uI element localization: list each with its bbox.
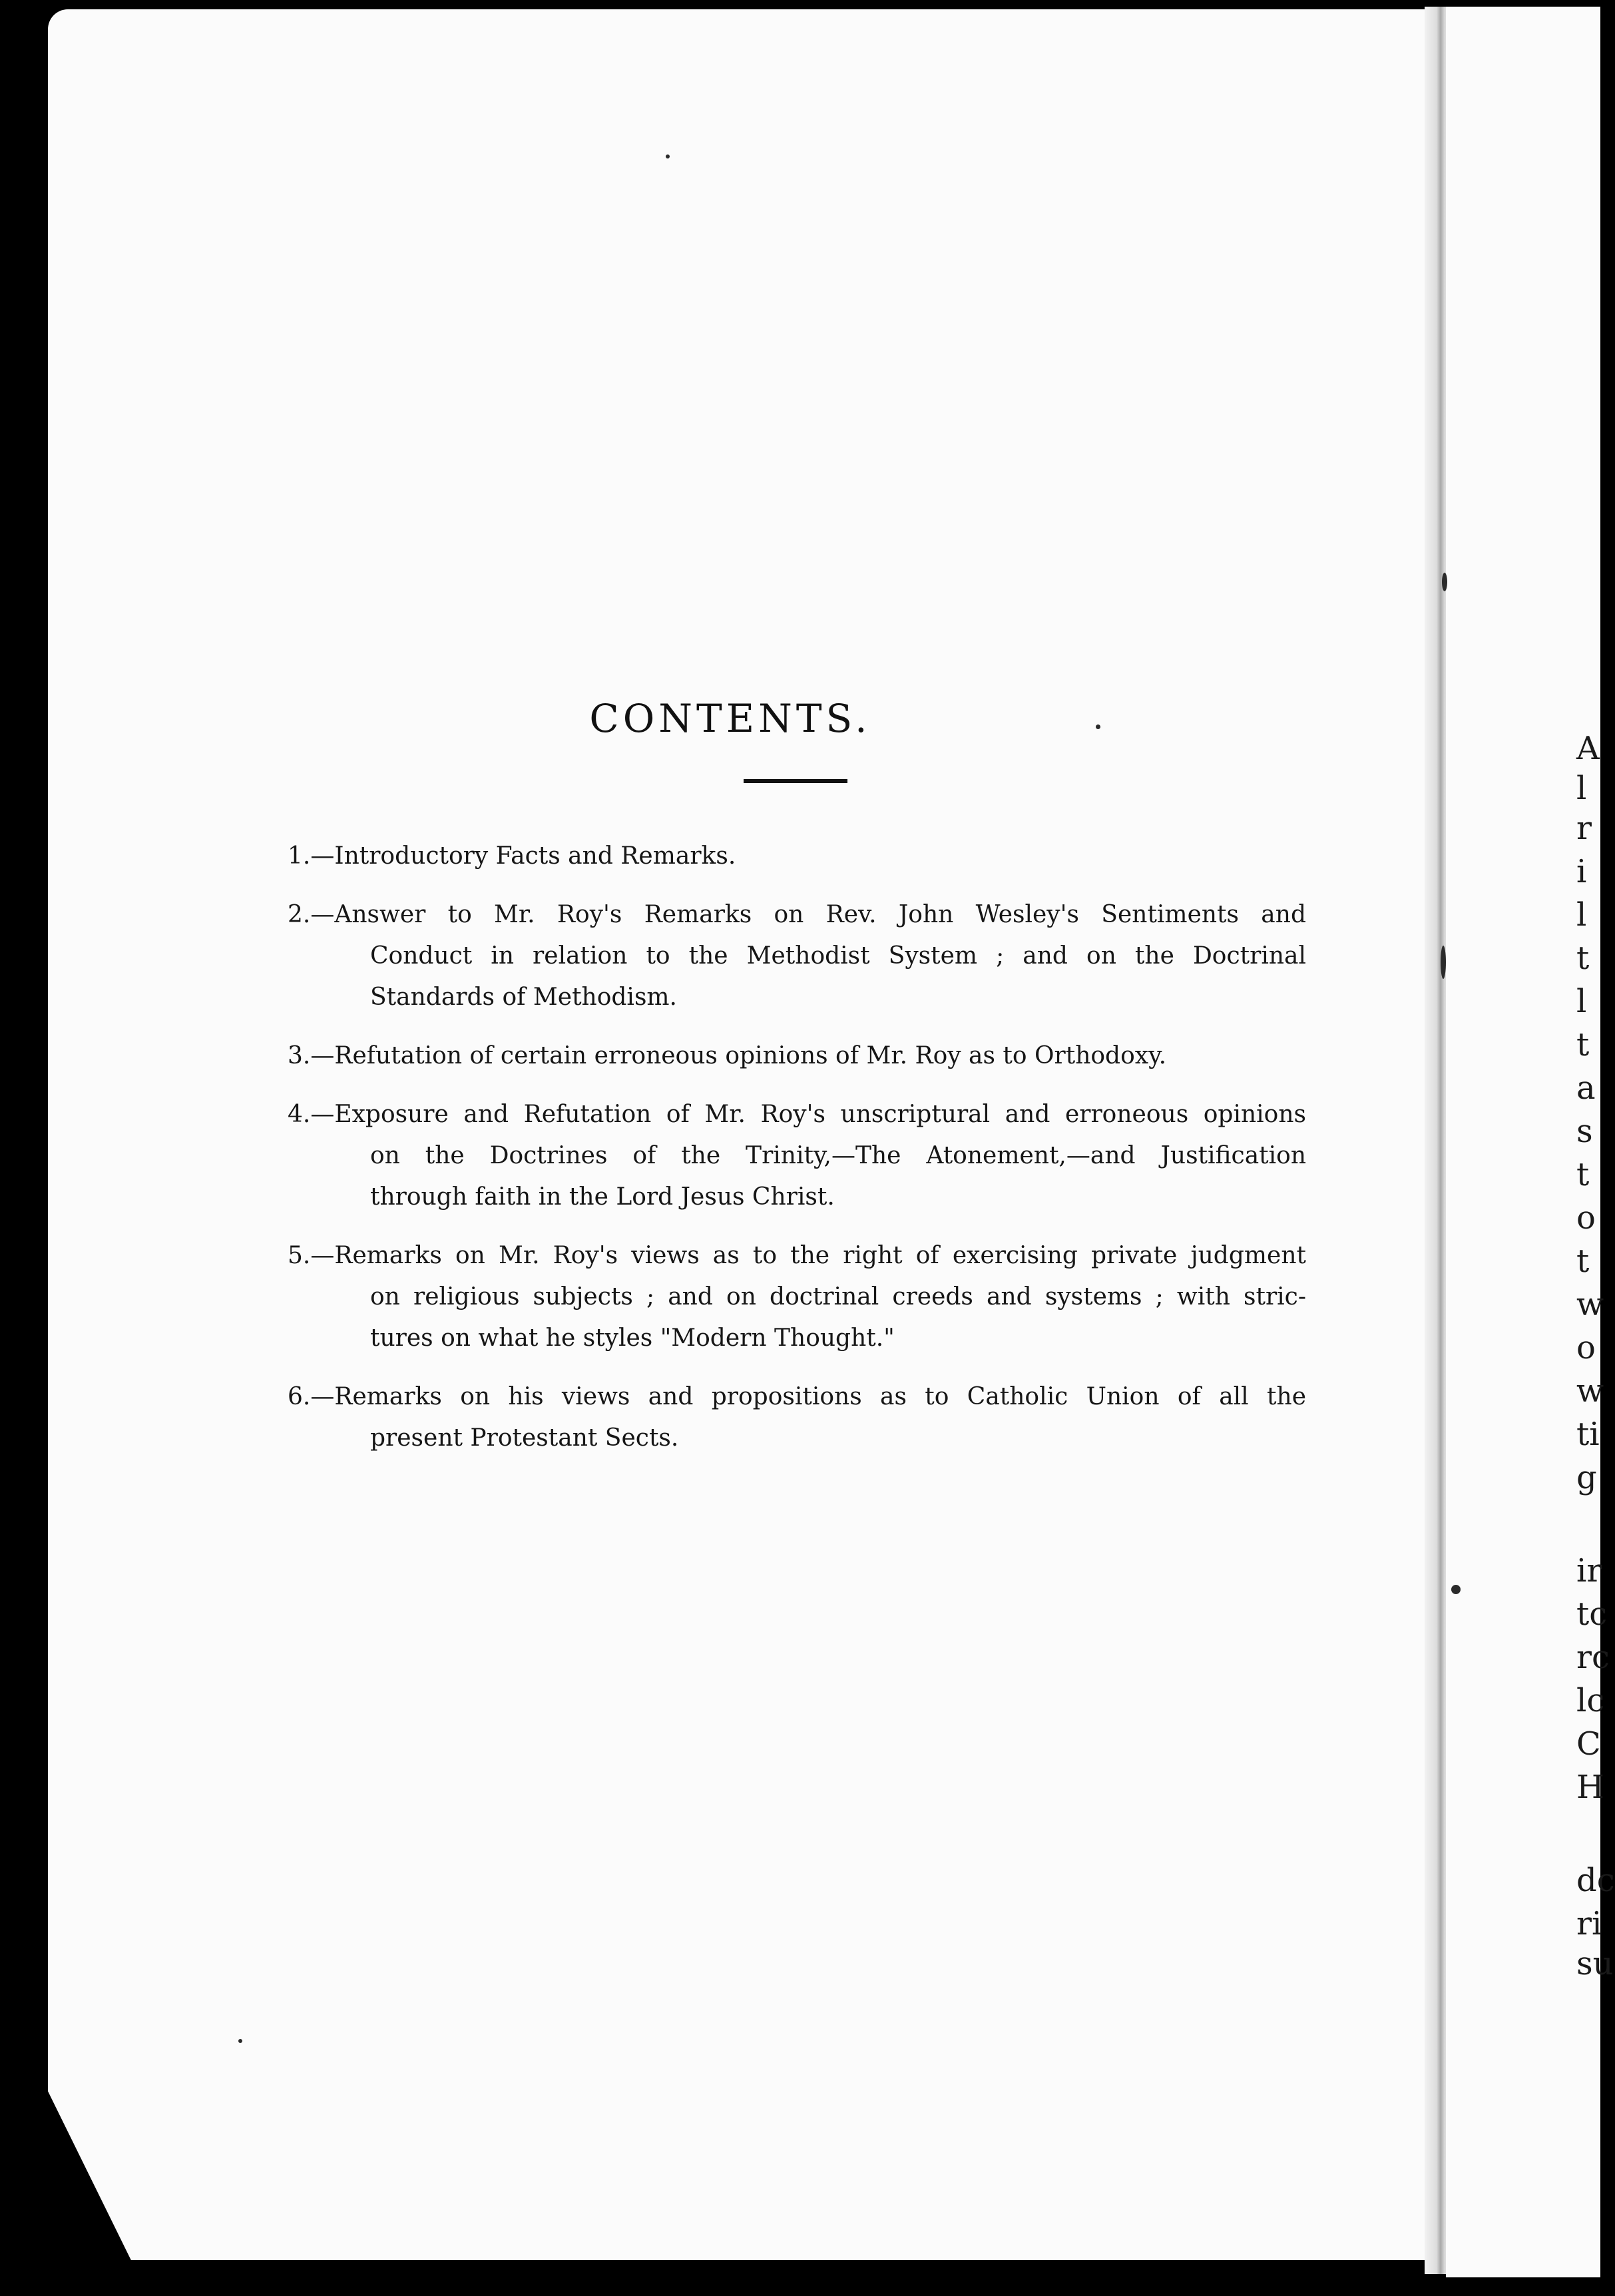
toc-line: 6.—Remarks on his views and propositions as to Catholic Union of all the bbox=[288, 1383, 1306, 1410]
facing-page-letter: ir bbox=[1576, 1552, 1602, 1589]
toc-line: present Protestant Sects. bbox=[370, 1424, 679, 1452]
toc-entry-5 bbox=[288, 1235, 1306, 1359]
toc-line: 4.—Exposure and Refutation of Mr. Roy's unscriptural and erroneous opinions bbox=[288, 1101, 1306, 1128]
title-underline-rule bbox=[744, 779, 847, 783]
facing-page-letter: l bbox=[1576, 896, 1587, 934]
facing-page-letter: ri bbox=[1576, 1905, 1602, 1942]
facing-page-letter: w bbox=[1576, 1286, 1604, 1323]
page-title bbox=[0, 696, 1600, 741]
print-speck bbox=[666, 154, 670, 158]
toc-entry-1 bbox=[288, 836, 1306, 877]
facing-page-letter: i bbox=[1576, 853, 1587, 890]
print-speck bbox=[1451, 1585, 1461, 1594]
facing-page-letter: t bbox=[1576, 1156, 1590, 1193]
facing-page-letter: a bbox=[1576, 1069, 1596, 1107]
facing-page-letter: lc bbox=[1576, 1682, 1605, 1719]
facing-page-letter: t bbox=[1576, 1026, 1590, 1063]
facing-page-letter: su bbox=[1576, 1945, 1614, 1982]
toc-line: 1.—Introductory Facts and Remarks. bbox=[288, 842, 736, 870]
facing-page-letter: ti bbox=[1576, 1416, 1600, 1453]
facing-page-letter: tc bbox=[1576, 1595, 1608, 1633]
page-title-text: CONTENTS. bbox=[589, 696, 871, 741]
facing-page-letter: H bbox=[1576, 1769, 1604, 1806]
facing-page-letter: l bbox=[1576, 983, 1587, 1020]
toc-line: 3.—Refutation of certain erroneous opinions of Mr. Roy as to Orthodoxy. bbox=[288, 1042, 1167, 1069]
facing-page-letter: rc bbox=[1576, 1639, 1610, 1676]
toc-entry-2 bbox=[288, 894, 1306, 1018]
toc-entry-4 bbox=[288, 1094, 1306, 1218]
facing-page-letter: A bbox=[1576, 730, 1600, 767]
facing-page-letter: s bbox=[1576, 1113, 1593, 1150]
facing-page-letter: w bbox=[1576, 1372, 1604, 1410]
toc-entry-6 bbox=[288, 1376, 1306, 1459]
toc-line: Standards of Methodism. bbox=[370, 984, 678, 1011]
toc-line: Conduct in relation to the Methodist System ; and on the Doctrinal bbox=[370, 942, 1306, 970]
facing-page-letter: t bbox=[1576, 940, 1590, 977]
facing-page-letter: t bbox=[1576, 1243, 1590, 1280]
print-speck bbox=[1441, 946, 1446, 979]
facing-page-letter: l bbox=[1576, 770, 1587, 807]
facing-page-edge bbox=[1446, 7, 1615, 2277]
facing-page-letter: g bbox=[1576, 1459, 1597, 1496]
toc-line: 5.—Remarks on Mr. Roy's views as to the right of exercising private judgment bbox=[288, 1242, 1306, 1269]
print-speck bbox=[238, 2039, 242, 2043]
facing-page-letter: C bbox=[1576, 1725, 1601, 1763]
table-of-contents bbox=[288, 836, 1306, 1476]
toc-line: on religious subjects ; and on doctrinal creeds and systems ; with stric- bbox=[370, 1283, 1306, 1310]
toc-line: on the Doctrines of the Trinity,—The Atonement,—and Justification bbox=[370, 1142, 1306, 1169]
toc-entry-3 bbox=[288, 1035, 1306, 1077]
facing-page-letter: r bbox=[1576, 810, 1592, 847]
print-speck bbox=[1442, 573, 1447, 591]
toc-line: through faith in the Lord Jesus Christ. bbox=[370, 1183, 835, 1211]
facing-page-letter: o bbox=[1576, 1329, 1596, 1366]
facing-page-letter: dc bbox=[1576, 1862, 1615, 1899]
facing-page-letter-fragments bbox=[1446, 7, 1615, 2277]
facing-page-letter: o bbox=[1576, 1199, 1596, 1237]
toc-line: 2.—Answer to Mr. Roy's Remarks on Rev. John Wesley's Sentiments and bbox=[288, 901, 1306, 928]
toc-line: tures on what he styles "Modern Thought." bbox=[370, 1324, 895, 1352]
